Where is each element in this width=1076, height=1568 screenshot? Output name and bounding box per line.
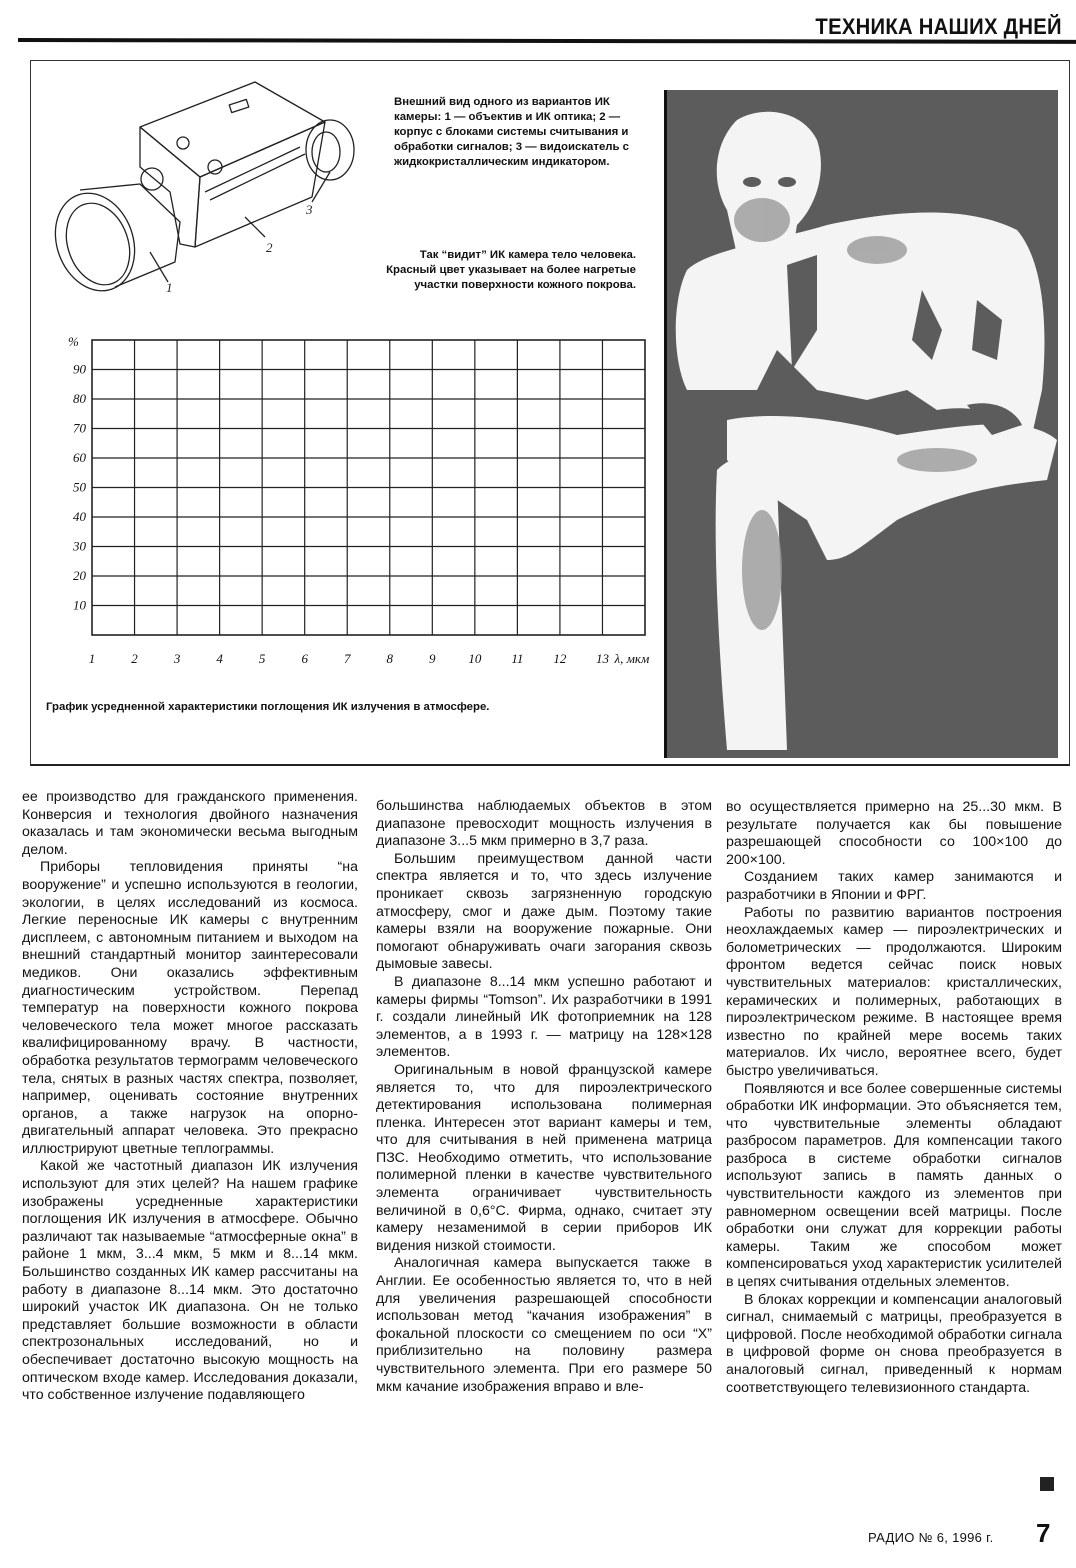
article-paragraph: ее производство для гражданского применения. Конверсия и технология двойного назначения оказалась и там экономически весьма выгодным делом.: [22, 789, 358, 858]
chart-x-tick-label: 1: [88, 651, 96, 666]
absorption-chart: [30, 330, 660, 690]
chart-x-tick-label: 8: [386, 651, 394, 666]
header-rule: [18, 38, 1076, 44]
article-paragraph: Работы по развитию вариантов построения неохлаждаемых камер — пироэлектрических и болометрических — продолжаются. Широким фронтом ведется сейчас поиск новых чувствительных материалов: кристаллических, керамических и полимерных, работающих в пироэлектрическом режиме. В настоящее время известно по крайней мере восемь таких материалов. Их число, вероятнее всего, будет быстро увеличиваться.: [726, 904, 1062, 1079]
camera-lens: [42, 182, 148, 292]
camera-eyepiece-inner: [312, 132, 340, 172]
chart-y-tick-label: 30: [73, 538, 86, 554]
camera-side-knob: [141, 168, 163, 190]
camera-label-3-leader: [312, 172, 330, 202]
article-column-1: [22, 789, 358, 1405]
article-paragraph: Аналогичная камера выпускается также в Англии. Ее особенностью является то, что в ней для увеличения разрешающей способности использован метод “качания изображения” в фокальной плоскости со смещением по оси “X” приблизительно на половину размера чувствительного элемента. При его размере 50 мкм качание изображения вправо и вле-: [376, 1255, 712, 1395]
chart-y-tick-label: 50: [73, 479, 86, 495]
thermal-image: [664, 90, 1058, 758]
chart-x-ticks: [89, 651, 610, 666]
chart-x-tick-label: 2: [131, 651, 138, 666]
thermal-warm-gradient: [897, 448, 977, 472]
chart-x-axis-label: λ, мкм: [614, 651, 650, 666]
article-paragraph: Созданием таких камер занимаются и разработчики в Японии и ФРГ.: [726, 869, 1062, 903]
chart-y-axis-label: %: [68, 334, 79, 349]
camera-label-3: 3: [306, 202, 313, 217]
article-paragraph: большинства наблюдаемых объектов в этом диапазоне превосходит мощность излучения в диапазоне 3...5 мкм примерно в 3,7 раза.: [376, 798, 712, 850]
article-paragraph: В диапазоне 8...14 мкм успешно работают и камеры фирмы “Tomson”. Их разработчики в 1991 г. создали линейный ИК фотоприемник на 128 элементов, а в 1993 г. — матрицу на 128×128 элементов.: [376, 973, 712, 1061]
camera-label-1: 1: [166, 280, 173, 292]
camera-rail: [205, 147, 305, 200]
article-column-2: [376, 798, 712, 1396]
thermal-warm-gradient: [742, 510, 782, 630]
thermal-warm-gradient: [734, 198, 790, 242]
chart-grid: [92, 340, 645, 635]
chart-x-tick-label: 5: [258, 651, 266, 666]
chart-y-tick-label: 20: [73, 568, 86, 583]
thermal-caption: Так “видит” ИК камера тело человека. Красный цвет указывает на более нагретые участки поверхности кожного покрова.: [386, 249, 636, 291]
chart-y-tick-label: 90: [73, 361, 86, 377]
camera-body-front: [140, 127, 200, 247]
camera-label-2: 2: [266, 240, 273, 255]
chart-x-tick-label: 12: [553, 651, 567, 666]
article-paragraph: Большим преимуществом данной части спектра является и то, что здесь излучение проникает сквозь загрязненную городскую атмосферу, смог и даже дым. Поэтому такие камеры взяли на вооружение пожарные. Они помогают обнаруживать очаги загорания сквозь дымовые завесы.: [376, 850, 712, 973]
thermal-warm-gradient: [847, 236, 907, 264]
camera-label-2-leader: [245, 217, 265, 237]
chart-x-tick-label: 10: [468, 651, 482, 666]
camera-vent: [229, 99, 249, 112]
section-title: ТЕХНИКА НАШИХ ДНЕЙ: [815, 14, 1062, 39]
camera-knob: [208, 160, 222, 174]
camera-screw: [177, 137, 189, 149]
thermal-eye-left: [743, 177, 761, 187]
article-paragraph: В блоках коррекции и компенсации аналоговый сигнал, снимаемый с матрицы, преобразуется в цифровой. После необходимой обработки сигнала в цифровой форме он снова преобразуется в аналоговый сигнал, приведенный к нормам соответствующего телевизионного стандарта.: [726, 1291, 1062, 1396]
thermal-silhouette: [667, 90, 1058, 758]
camera-body-side: [195, 122, 325, 247]
article-paragraph: Появляются и все более совершенные системы обработки ИК информации. Это объясняется тем, что чувствительные элементы обладают разбросом параметров. Для компенсации такого разброса в системе обработки сигналов используют запись в память данных о чувствительности каждого из элементов при равномерном освещении всей матрицы. После обработки они служат для коррекции работы камеры. Таким же способом может компенсироваться уход характеристик усилителей в цепях считывания отдельных элементов.: [726, 1080, 1062, 1291]
chart-x-tick-label: 4: [216, 651, 223, 666]
camera-caption: Внешний вид одного из вариантов ИК камеры: 1 — объектив и ИК оптика; 2 — корпус с блоками системы считывания и обработки сигналов; 3 — видоискатель с жидкокристаллическим индикатором.: [394, 96, 630, 168]
article-paragraph: Приборы тепловидения приняты “на вооружение” и успешно используются в геологии, экологии, в целях исследований из космоса. Легкие переносные ИК камеры с внутренним дисплеем, с автономным питанием и выходом на внешний стандартный монитор заинтересовали медиков. Они оказались эффективным диагностическим устройством. Перепад температур на поверхности кожного покрова человеческого тела может многое рассказать квалифицированному врачу. В частности, обработка результатов термограмм человеческого тела, снятых в разных частях спектра, позволяет, например, оценивать состояние внутренних органов, а также нагрузок на опорно-двигательный аппарат человека. Это прекрасно иллюстрируют цветные теплограммы.: [22, 859, 358, 1157]
article-paragraph: во осуществляется примерно на 25...30 мкм. В результате получается как бы повышение разрешающей способности со 100×100 до 200×100.: [726, 799, 1062, 868]
article-column-3: [726, 799, 1062, 1397]
article-paragraph: Оригинальным в новой французской камере является то, что для пироэлектрического детектирования использована полимерная пленка. Интересен этот вариант камеры и тем, что для считывания в ней применена матрица ПЗС. Необходимо отметить, что использование полимерной пленки в качестве чувствительного элемента ограничивает чувствительность величиной в 0,6°С. Фирма, однако, считает эту камеру незаменимой в серии приборов ИК видения низкой стоимости.: [376, 1061, 712, 1254]
chart-x-tick-label: 6: [301, 651, 308, 666]
chart-y-tick-label: 10: [73, 597, 86, 613]
chart-y-tick-label: 60: [73, 450, 86, 465]
chart-x-tick-label: 3: [173, 651, 181, 666]
ir-camera-drawing: [40, 72, 360, 292]
chart-x-tick-label: 9: [429, 651, 436, 666]
article-paragraph: Какой же частотный диапазон ИК излучения используют для этих целей? На нашем графике изображены усредненные характеристики поглощения ИК излучения в атмосфере. Обычно различают так называемые “атмосферные окна” в районе 1 мкм, 3...4 мкм, 5 мкм и 8...14 мкм. Большинство созданных ИК камер рассчитаны на работу в диапазоне 8...14 мкм. Это достаточно широкий участок ИК диапазона. Он не только представляет большие возможности в области спектрозональных исследований, но и обеспечивает достаточно высокую мощность на оптическом входе камер. Исследования доказали, что собственное излучение подавляющего: [22, 1158, 358, 1404]
chart-y-ticks: [72, 362, 87, 613]
chart-x-tick-label: 7: [343, 651, 351, 666]
publication-footer: РАДИО № 6, 1996 г.: [868, 1530, 994, 1545]
chart-y-tick-label: 40: [73, 509, 86, 524]
thermal-eye-right: [778, 177, 796, 187]
page-number: 7: [1036, 1518, 1051, 1548]
chart-caption: График усредненной характеристики поглощения ИК излучения в атмосфере.: [46, 701, 490, 713]
chart-y-tick-label: 80: [73, 391, 86, 406]
camera-label-1-leader: [150, 252, 168, 282]
end-of-article-mark: [1040, 1477, 1054, 1491]
chart-y-tick-label: 70: [73, 420, 86, 436]
chart-x-tick-label: 11: [511, 651, 524, 666]
chart-x-tick-label: 13: [595, 651, 609, 666]
